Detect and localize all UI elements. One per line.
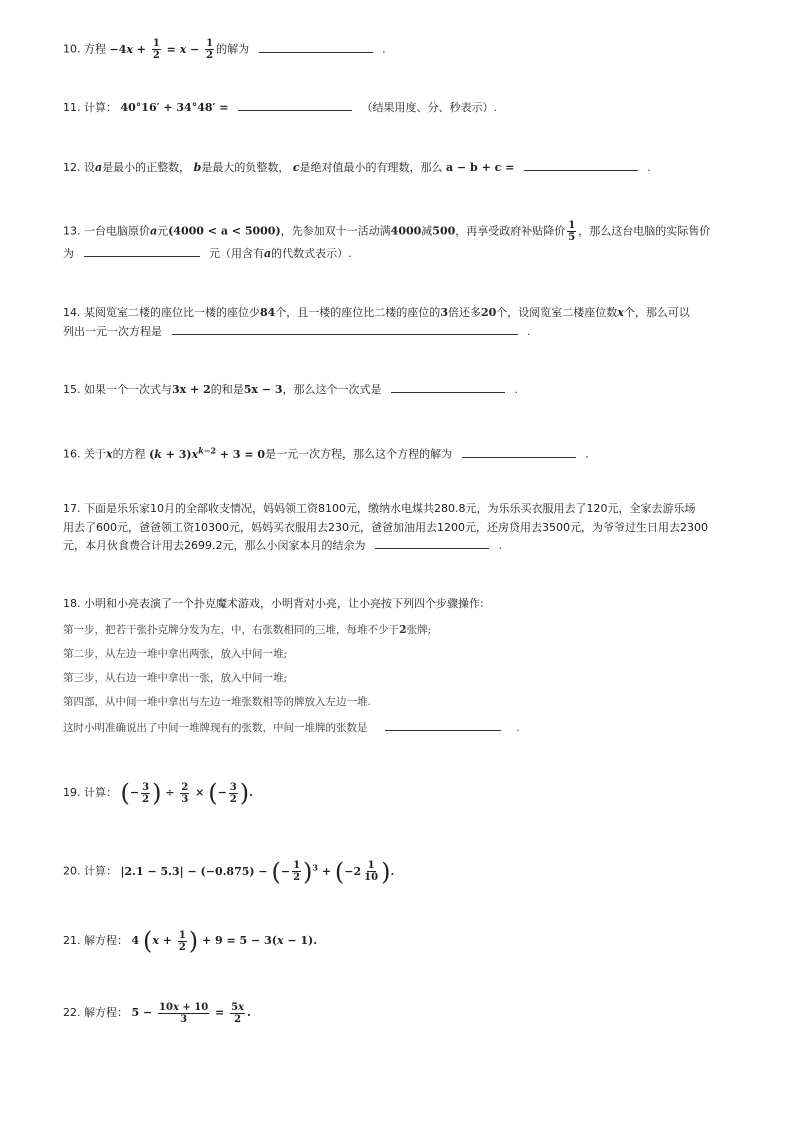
answer-blank[interactable]	[391, 380, 505, 393]
question-13: 13. 一台电脑原价a元(4000 < a < 5000)，先参加双十一活动满4000减500，再享受政府补贴降价 $\frac{1}{5}$ ，那么这台电脑的实际售价	[63, 220, 711, 243]
question-16: 16. 关于x的方程 $(k + 3)x^{k-2} + 3 = 0$是一元一次方程，那么这个方程的解为 .	[63, 445, 589, 461]
answer-blank[interactable]	[84, 244, 200, 257]
answer-blank[interactable]	[462, 445, 576, 458]
answer-blank[interactable]	[238, 98, 352, 111]
q18-step-4: 第四部，从中间一堆中拿出与左边一堆张数相等的牌放入左边一堆.	[63, 696, 371, 708]
q18-step-3: 第三步，从右边一堆中拿出一张，放入中间一堆;	[63, 672, 288, 684]
answer-blank[interactable]	[375, 536, 489, 549]
question-20: 20. 计算： |2.1 − 5.3| − (−0.875) − (− $\frac{1}{2}$ )$^3$ + (−2 $\frac{1}{10}$ ).	[63, 857, 395, 886]
question-10: 10. 方程 −4x + $\frac{1}{2}$ = x − $\frac{1}{2}$ 的解为 .	[63, 38, 386, 61]
answer-blank[interactable]	[385, 718, 501, 731]
q18-step-2: 第二步，从左边一堆中拿出两张，放入中间一堆;	[63, 648, 288, 660]
question-14: 14. 某阅览室二楼的座位比一楼的座位少84个，且一楼的座位比二楼的座位的3倍还多20个，设阅览室二楼座位数x个，那么可以	[63, 306, 690, 319]
q10-equation: −4x + $\frac{1}{2}$ = x − $\frac{1}{2}$	[109, 38, 214, 61]
question-17-line3: 元，本月伙食费合计用去2699.2元，那么小闵家本月的结余为 .	[63, 536, 733, 556]
q16-equation: $(k + 3)x^{k-2} + 3 = 0$	[149, 445, 266, 461]
question-14-line2: 列出一元一次方程是 .	[63, 322, 733, 342]
question-19: 19. 计算： (− $\frac{3}{2}$ ) ÷ $\frac{2}{3}$ × (− $\frac{3}{2}$ ).	[63, 779, 253, 807]
question-17-line2: 用去了600元，爸爸领工资10300元，妈妈买衣服用去230元，爸爸加油用去1200元，还房贷用去3500元，为爷爷过生日用去2300	[63, 521, 708, 534]
question-18: 18. 小明和小亮表演了一个扑克魔术游戏，小明背对小亮，让小亮按下列四个步骤操作:	[63, 597, 484, 610]
q21-equation: 4 (x + $\frac{1}{2}$ ) + 9 = 5 − 3(x − 1).	[131, 927, 318, 955]
answer-blank[interactable]	[524, 158, 638, 171]
question-22: 22. 解方程： 5 − $\frac{10x + 10}{3}$ = $\frac{5x}{2}$ .	[63, 1001, 251, 1025]
question-12: 12. 设a是最小的正整数， b是最大的负整数， c是绝对值最小的有理数，那么 a − b + c = .	[63, 158, 733, 178]
q18-step-5: 这时小明准确说出了中间一堆牌现有的张数，中间一堆牌的张数是 .	[63, 718, 520, 736]
question-13-line2: 为 元（用含有a的代数式表示）.	[63, 244, 733, 264]
q19-expression: (− $\frac{3}{2}$ ) ÷ $\frac{2}{3}$ × (− $\frac{3}{2}$ ).	[120, 779, 253, 807]
question-17-line1: 17. 下面是乐乐家10月的全部收支情况，妈妈领工资8100元，缴纳水电煤共280.8元，为乐乐买衣服用去了120元，全家去游乐场	[63, 502, 696, 515]
question-15: 15. 如果一个一次式与3x + 2的和是5x − 3，那么这个一次式是 .	[63, 380, 733, 400]
answer-blank[interactable]	[172, 322, 518, 335]
q22-equation: 5 − $\frac{10x + 10}{3}$ = $\frac{5x}{2}$ .	[131, 1001, 251, 1025]
answer-blank[interactable]	[259, 40, 373, 53]
q18-step-1: 第一步，把若干张扑克牌分发为左，中，右张数相同的三堆，每堆不少于2张牌;	[63, 623, 432, 636]
question-11: 11. 计算： 40°16′ + 34°48′ = （结果用度、分、秒表示）.	[63, 98, 733, 118]
q20-expression: |2.1 − 5.3| − (−0.875) − (− $\frac{1}{2}$ )$^3$ + (−2 $\frac{1}{10}$ ).	[120, 857, 395, 886]
question-21: 21. 解方程： 4 (x + $\frac{1}{2}$ ) + 9 = 5 − 3(x − 1).	[63, 927, 318, 955]
